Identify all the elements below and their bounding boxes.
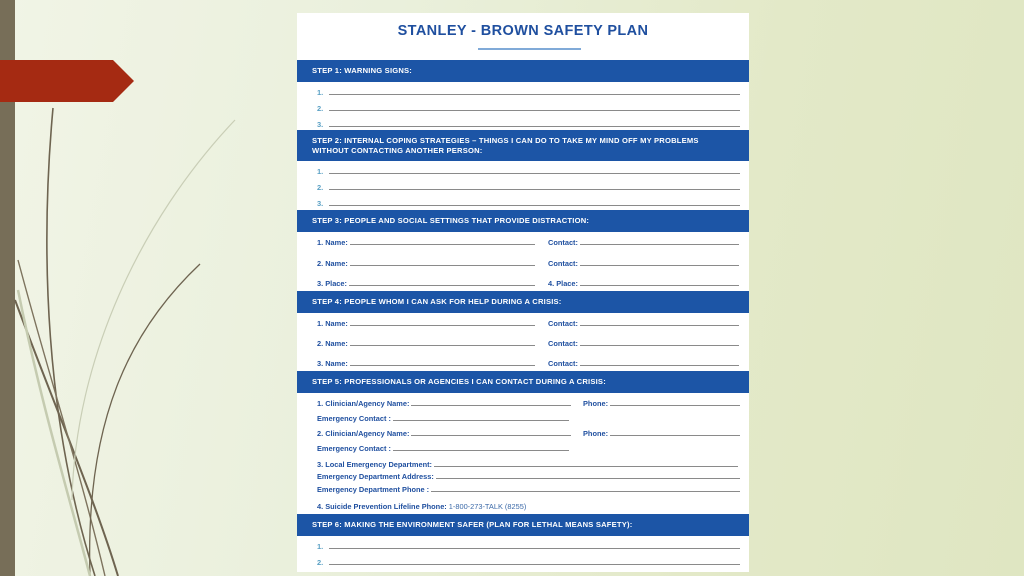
field-label: Emergency Contact : — [317, 414, 391, 423]
phone-1-field[interactable] — [583, 396, 740, 408]
ed-address-field[interactable] — [317, 469, 740, 481]
field-label: 3. Place: — [317, 279, 347, 288]
line-number: 1. — [317, 542, 324, 551]
field-label: Emergency Department Address: — [317, 472, 434, 481]
step-3-place-3[interactable] — [317, 276, 535, 288]
entry-line[interactable] — [393, 420, 569, 421]
field-label: Phone: — [583, 429, 609, 438]
field-label: Emergency Contact : — [317, 444, 391, 453]
entry-line[interactable] — [610, 435, 740, 436]
ed-phone-field[interactable] — [317, 482, 740, 494]
line-number: 2. — [317, 558, 324, 567]
field-label: 4. Place: — [548, 279, 578, 288]
step-2-header — [297, 130, 749, 161]
field-label: 3. Local Emergency Department: — [317, 460, 433, 469]
entry-line[interactable] — [393, 450, 569, 451]
field-label: 1. Name: — [317, 238, 348, 247]
line-number: 2. — [317, 183, 324, 192]
step-4-contact-1[interactable] — [548, 316, 739, 328]
lifeline-phone-value: 1-800-273-TALK (8255) — [448, 502, 527, 511]
safety-plan-document — [297, 13, 749, 572]
entry-line[interactable] — [329, 94, 740, 95]
field-label: 1. Name: — [317, 319, 348, 328]
entry-line[interactable] — [350, 244, 535, 245]
emergency-contact-2-field[interactable] — [317, 441, 569, 453]
field-label: 3. Name: — [317, 359, 348, 368]
entry-line[interactable] — [329, 548, 740, 549]
step-2-line-2[interactable] — [317, 180, 740, 192]
step-1-line-2[interactable] — [317, 101, 740, 113]
step-3-contact-2[interactable] — [548, 256, 739, 268]
step-5-title: STEP 5: PROFESSIONALS OR AGENCIES I CAN CONTACT DURING A CRISIS: — [312, 377, 606, 386]
field-label: 4. Suicide Prevention Lifeline Phone: — [317, 502, 447, 511]
field-label: Contact: — [548, 259, 578, 268]
grass-decoration — [0, 0, 300, 576]
entry-line[interactable] — [329, 205, 740, 206]
step-2-line-1[interactable] — [317, 164, 740, 176]
field-label: Emergency Department Phone : — [317, 485, 430, 494]
field-label: 2. Clinician/Agency Name: — [317, 429, 410, 438]
step-5-header — [297, 371, 749, 393]
step-6-line-1[interactable] — [317, 539, 740, 551]
line-number: 2. — [317, 104, 324, 113]
document-title: STANLEY - BROWN SAFETY PLAN — [397, 23, 649, 39]
step-4-name-3[interactable] — [317, 356, 535, 368]
entry-line[interactable] — [329, 126, 740, 127]
entry-line[interactable] — [350, 265, 535, 266]
entry-line[interactable] — [329, 110, 740, 111]
step-4-title: STEP 4: PEOPLE WHOM I CAN ASK FOR HELP DURING A CRISIS: — [312, 297, 562, 306]
entry-line[interactable] — [349, 285, 535, 286]
entry-line[interactable] — [610, 405, 740, 406]
entry-line[interactable] — [580, 345, 739, 346]
line-number: 3. — [317, 120, 324, 129]
field-label: Contact: — [548, 319, 578, 328]
entry-line[interactable] — [411, 435, 571, 436]
entry-line[interactable] — [580, 325, 739, 326]
step-3-name-2[interactable] — [317, 256, 535, 268]
step-1-header — [297, 60, 749, 82]
entry-line[interactable] — [580, 285, 739, 286]
field-label: Contact: — [548, 238, 578, 247]
field-label: Phone: — [583, 399, 609, 408]
field-label: Contact: — [548, 339, 578, 348]
step-1-line-1[interactable] — [317, 85, 740, 97]
step-3-contact-1[interactable] — [548, 235, 739, 247]
title-underline — [478, 48, 581, 50]
step-4-name-2[interactable] — [317, 336, 535, 348]
entry-line[interactable] — [434, 466, 738, 467]
step-6-header — [297, 514, 749, 536]
clinician-2-field[interactable] — [317, 426, 571, 438]
step-2-title-line-2: WITHOUT CONTACTING ANOTHER PERSON: — [312, 145, 483, 155]
entry-line[interactable] — [329, 173, 740, 174]
emergency-contact-1-field[interactable] — [317, 411, 569, 423]
step-3-place-4[interactable] — [548, 276, 739, 288]
step-4-contact-3[interactable] — [548, 356, 739, 368]
clinician-1-field[interactable] — [317, 396, 571, 408]
step-2-title-line-1: STEP 2: INTERNAL COPING STRATEGIES – THINGS I CAN DO TO TAKE MY MIND OFF MY PROBLEMS — [312, 135, 699, 145]
local-ed-field[interactable] — [317, 457, 738, 469]
step-6-line-2[interactable] — [317, 555, 740, 567]
entry-line[interactable] — [329, 189, 740, 190]
step-3-title: STEP 3: PEOPLE AND SOCIAL SETTINGS THAT PROVIDE DISTRACTION: — [312, 216, 590, 225]
step-3-header — [297, 210, 749, 232]
line-number: 1. — [317, 167, 324, 176]
entry-line[interactable] — [350, 345, 535, 346]
step-1-title: STEP 1: WARNING SIGNS: — [312, 66, 413, 75]
step-1-line-3[interactable] — [317, 117, 740, 129]
entry-line[interactable] — [580, 244, 739, 245]
entry-line[interactable] — [436, 478, 740, 479]
step-4-header — [297, 291, 749, 313]
entry-line[interactable] — [329, 564, 740, 565]
phone-2-field[interactable] — [583, 426, 740, 438]
field-label: 2. Name: — [317, 339, 348, 348]
entry-line[interactable] — [580, 265, 739, 266]
entry-line[interactable] — [350, 325, 535, 326]
step-4-contact-2[interactable] — [548, 336, 739, 348]
step-2-line-3[interactable] — [317, 196, 740, 208]
entry-line[interactable] — [431, 491, 740, 492]
field-label: 2. Name: — [317, 259, 348, 268]
entry-line[interactable] — [350, 365, 535, 366]
step-6-title: STEP 6: MAKING THE ENVIRONMENT SAFER (PLAN FOR LETHAL MEANS SAFETY): — [312, 520, 633, 529]
entry-line[interactable] — [411, 405, 571, 406]
line-number: 1. — [317, 88, 324, 97]
entry-line[interactable] — [580, 365, 739, 366]
step-4-name-1[interactable] — [317, 316, 535, 328]
line-number: 3. — [317, 199, 324, 208]
field-label: Contact: — [548, 359, 578, 368]
field-label: 1. Clinician/Agency Name: — [317, 399, 410, 408]
lifeline-field — [317, 499, 617, 511]
step-3-name-1[interactable] — [317, 235, 535, 247]
